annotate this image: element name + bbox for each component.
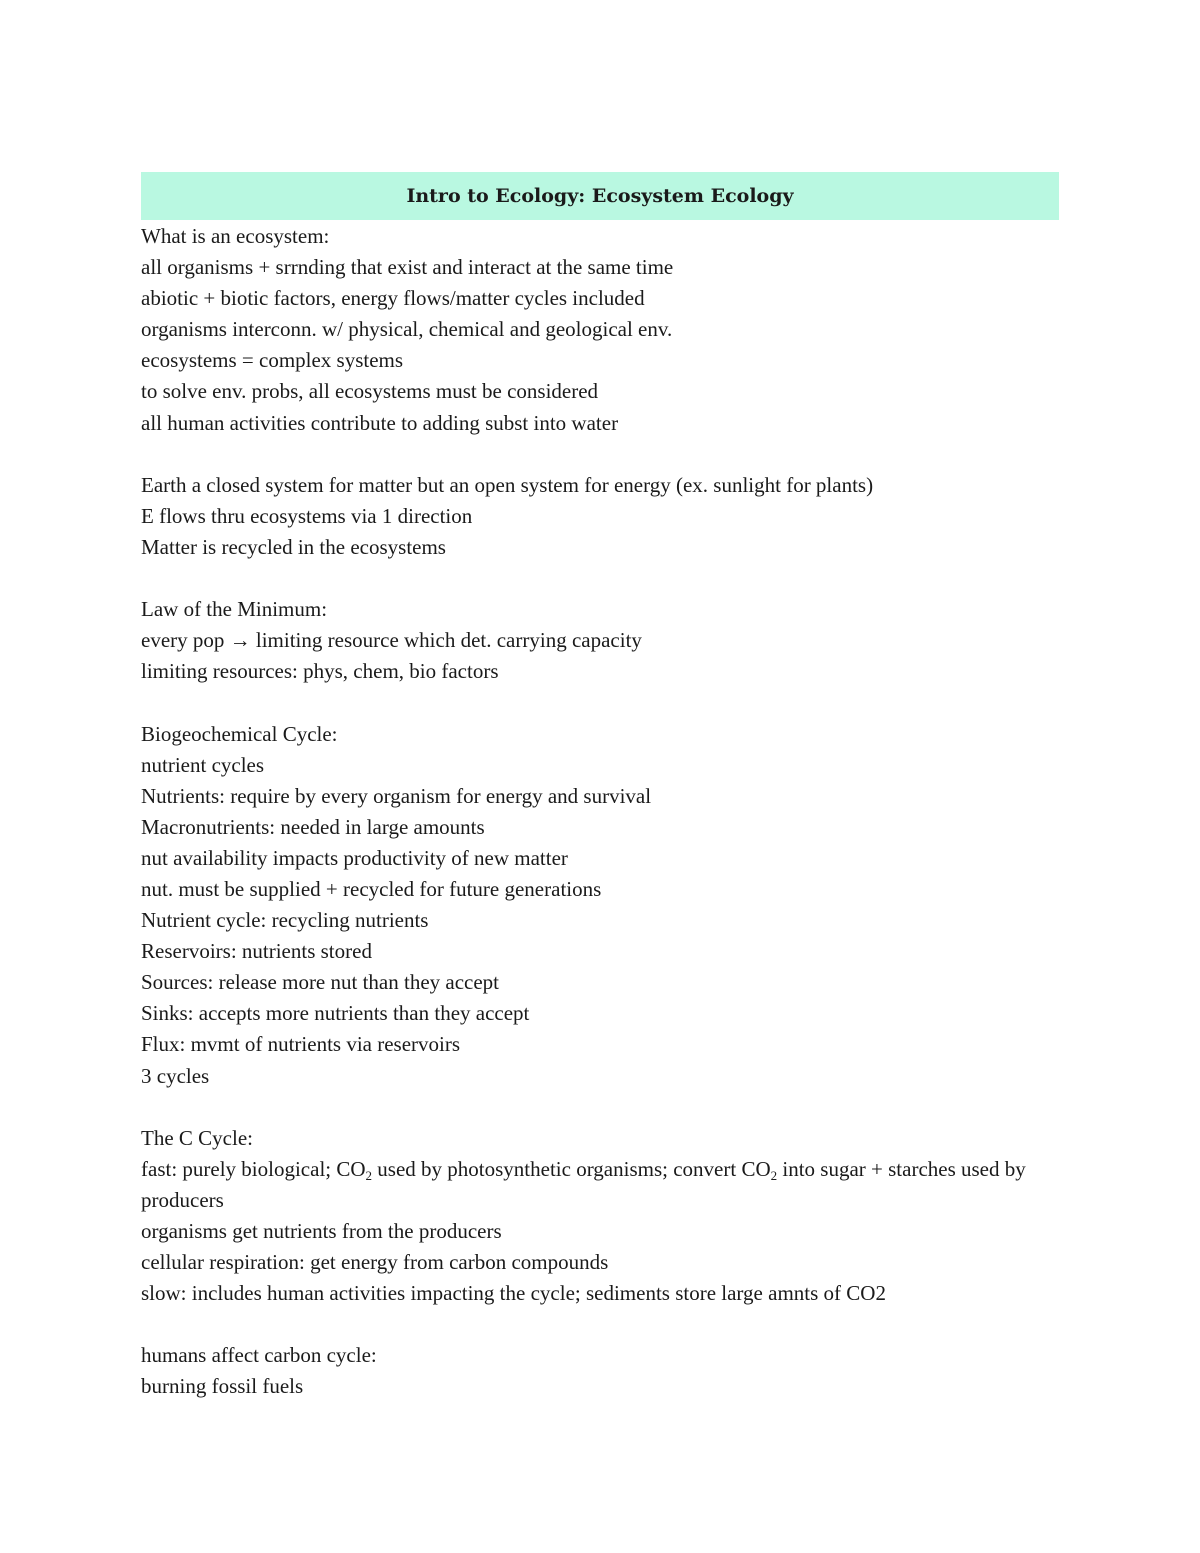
text-line: cellular respiration: get energy from carbon compounds: [141, 1250, 609, 1275]
document-page: [141, 172, 1059, 1403]
blank-line: [141, 439, 1059, 470]
blank-line: [141, 563, 1059, 594]
text-line: 3 cycles: [141, 1063, 210, 1088]
blank-line: [141, 687, 1059, 718]
carbon-fast-line: [141, 1154, 1059, 1216]
document-title: Intro to Ecology: Ecosystem Ecology: [406, 185, 794, 207]
text-line: burning fossil fuels: [141, 1374, 304, 1399]
text-line: What is an ecosystem:: [141, 224, 330, 248]
text-line: organisms interconn. w/ physical, chemical and geological env.: [141, 317, 673, 342]
text-span: into sugar + starches used by producers: [141, 1156, 1026, 1212]
subscript: 2: [770, 1167, 778, 1183]
text-span: used by photosynthetic organisms; convert CO: [372, 1156, 771, 1181]
text-line: E flows thru ecosystems via 1 direction: [141, 503, 473, 528]
title-bar: [141, 172, 1059, 220]
blank-line: [141, 1309, 1059, 1340]
text-line: ecosystems = complex systems: [141, 348, 404, 373]
text-line: Earth a closed system for matter but an open system for energy (ex. sunlight for plants): [141, 472, 874, 497]
text-span: fast: purely biological; CO: [141, 1156, 366, 1181]
text-line: Sinks: accepts more nutrients than they accept: [141, 1001, 530, 1026]
text-line: organisms get nutrients from the producers: [141, 1219, 502, 1243]
text-line: Law of the Minimum:: [141, 597, 328, 622]
text-line: Reservoirs: nutrients stored: [141, 939, 372, 964]
text-line: all human activities contribute to adding subst into water: [141, 410, 619, 435]
subscript: 2: [365, 1167, 373, 1183]
text-line: Nutrient cycle: recycling nutrients: [141, 908, 429, 933]
text-line: Macronutrients: needed in large amounts: [141, 814, 485, 839]
text-line: every pop → limiting resource which det. carrying capacity: [141, 628, 642, 653]
text-line: Matter is recycled in the ecosystems: [141, 534, 446, 559]
text-line: Sources: release more nut than they accept: [141, 970, 500, 995]
text-line: to solve env. probs, all ecosystems must be considered: [141, 379, 599, 404]
text-line: limiting resources: phys, chem, bio factors: [141, 659, 499, 684]
text-line: Nutrients: require by every organism for energy and survival: [141, 783, 652, 808]
text-line: all organisms + srrnding that exist and interact at the same time: [141, 255, 674, 280]
text-line: Biogeochemical Cycle:: [141, 721, 338, 746]
text-line: Flux: mvmt of nutrients via reservoirs: [141, 1032, 461, 1057]
text-line: nutrient cycles: [141, 752, 265, 777]
text-line: The C Cycle:: [141, 1125, 253, 1150]
text-line: slow: includes human activities impacting the cycle; sediments store large amnts of CO2: [141, 1281, 886, 1306]
notes-body: [141, 221, 1059, 1403]
text-line: abiotic + biotic factors, energy flows/matter cycles included: [141, 286, 645, 311]
text-line: nut availability impacts productivity of new matter: [141, 845, 568, 870]
blank-line: [141, 1092, 1059, 1123]
text-line: humans affect carbon cycle:: [141, 1343, 377, 1368]
text-line: nut. must be supplied + recycled for future generations: [141, 876, 602, 901]
